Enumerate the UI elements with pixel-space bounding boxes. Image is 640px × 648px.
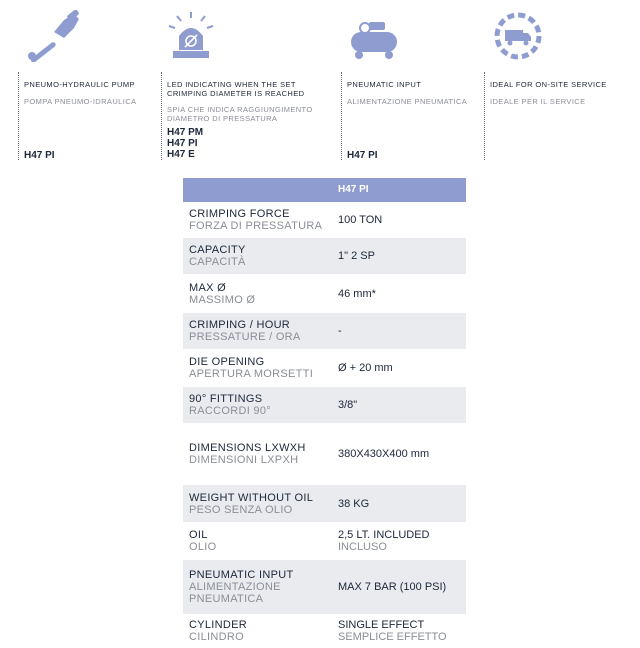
spec-label	[189, 569, 294, 605]
table-header	[183, 178, 466, 202]
spec-label	[189, 282, 255, 306]
spec-value	[338, 214, 382, 226]
table-row	[183, 615, 466, 648]
table-row	[183, 275, 466, 313]
spec-label	[189, 356, 313, 380]
spec-label	[189, 208, 322, 232]
spec-value	[338, 325, 342, 337]
table-row	[183, 202, 466, 238]
spec-label	[189, 393, 271, 417]
spec-value	[338, 581, 446, 593]
spec-value-main: SINGLE EFFECT	[338, 619, 425, 631]
spec-label-it: PESO SENZA OLIO	[189, 504, 293, 516]
spec-label-it: DIMENSIONI LXPXH	[189, 454, 299, 466]
spec-label-it: FORZA DI PRESSATURA	[189, 220, 323, 232]
spec-label-it: APERTURA MORSETTI	[189, 368, 314, 380]
spec-label	[189, 619, 247, 643]
feature-divider	[161, 72, 163, 160]
table-row	[183, 424, 466, 485]
table-row	[183, 387, 466, 424]
table-row	[183, 313, 466, 350]
spec-label-en: CAPACITY	[189, 244, 246, 256]
model-label: H47 E	[167, 149, 195, 160]
feature-title: PNEUMO-HYDRAULIC PUMP	[24, 80, 135, 89]
spec-label-en: CRIMPING FORCE	[189, 208, 290, 220]
spec-value	[338, 362, 393, 374]
spec-label-en: DIMENSIONS LXWXH	[189, 442, 306, 454]
model-label: H47 PI	[24, 150, 55, 161]
feature-subtitle: IDEALE PER IL SERVICE	[490, 97, 586, 106]
spec-label-en: OIL	[189, 529, 208, 541]
feature-title: LED INDICATING WHEN THE SET CRIMPING DIAMETER IS REACHED	[167, 80, 305, 98]
feature-pneumatic	[341, 0, 481, 162]
spec-value-main: 2,5 LT. INCLUDED	[338, 529, 430, 541]
spec-value-main: -	[338, 325, 342, 337]
spec-value	[338, 498, 369, 510]
feature-models	[24, 150, 55, 161]
feature-subtitle: SPIA CHE INDICA RAGGIUNGIMENTO DIAMETRO DI PRESSATURA	[167, 105, 313, 123]
spec-label-it: PRESSATURE / ORA	[189, 331, 301, 343]
service-truck-icon	[490, 10, 550, 62]
spec-label-it: OLIO	[189, 541, 217, 553]
feature-subtitle: ALIMENTAZIONE PNEUMATICA	[347, 97, 468, 106]
feature-pump	[18, 0, 153, 162]
feature-divider	[484, 72, 486, 160]
spec-value	[338, 529, 430, 553]
spec-value-main: 46 mm*	[338, 288, 376, 300]
spec-label	[189, 442, 306, 466]
air-compressor-icon	[345, 10, 405, 62]
pump-handle-icon	[24, 10, 84, 62]
table-body	[183, 202, 466, 648]
spec-label-en: MAX Ø	[189, 282, 226, 294]
siren-light-icon	[163, 10, 223, 62]
feature-title: PNEUMATIC INPUT	[347, 80, 422, 89]
feature-models	[347, 150, 378, 161]
table-row	[183, 485, 466, 523]
feature-led	[161, 0, 336, 162]
spec-label-en: DIE OPENING	[189, 356, 265, 368]
spec-label-it: CAPACITÀ	[189, 256, 246, 268]
spec-label-it: RACCORDI 90°	[189, 405, 271, 417]
spec-label	[189, 492, 313, 516]
spec-value	[338, 619, 447, 643]
spec-label-it: ALIMENTAZIONE PNEUMATICA	[189, 581, 281, 605]
spec-value	[338, 288, 376, 300]
table-row	[183, 523, 466, 560]
table-row	[183, 350, 466, 387]
spec-label	[189, 319, 301, 343]
spec-label-en: 90° FITTINGS	[189, 393, 263, 405]
spec-label-en: PNEUMATIC INPUT	[189, 569, 294, 581]
spec-label	[189, 244, 246, 268]
feature-divider	[18, 72, 20, 160]
spec-value-main: 100 TON	[338, 214, 383, 226]
spec-label-en: WEIGHT WITHOUT OIL	[189, 492, 314, 504]
spec-label-en: CRIMPING / HOUR	[189, 319, 291, 331]
spec-value	[338, 448, 429, 460]
model-column-header: H47 PI	[338, 184, 369, 195]
feature-service	[484, 0, 634, 162]
spec-value-it: INCLUSO	[338, 541, 387, 553]
table-row	[183, 238, 466, 275]
spec-label-it: CILINDRO	[189, 631, 244, 643]
spec-label-en: CYLINDER	[189, 619, 248, 631]
spec-value	[338, 399, 357, 411]
spec-value-main: MAX 7 BAR (100 PSI)	[338, 581, 447, 593]
spec-value-main: Ø + 20 mm	[338, 362, 393, 374]
spec-label-it: MASSIMO Ø	[189, 294, 256, 306]
feature-subtitle: POMPA PNEUMO-IDRAULICA	[24, 97, 137, 106]
spec-table	[183, 178, 466, 648]
model-label: H47 PI	[167, 138, 198, 149]
spec-value	[338, 250, 375, 262]
spec-value-it: SEMPLICE EFFETTO	[338, 631, 447, 643]
feature-divider	[341, 72, 343, 160]
spec-value-main: 38 KG	[338, 498, 370, 510]
feature-models	[167, 127, 203, 160]
table-row	[183, 560, 466, 615]
model-label: H47 PM	[167, 127, 204, 138]
spec-value-main: 1" 2 SP	[338, 250, 375, 262]
model-label: H47 PI	[347, 150, 378, 161]
spec-label	[189, 529, 217, 553]
feature-title: IDEAL FOR ON-SITE SERVICE	[490, 80, 607, 89]
spec-value-main: 380X430X400 mm	[338, 448, 430, 460]
spec-value-main: 3/8"	[338, 399, 358, 411]
